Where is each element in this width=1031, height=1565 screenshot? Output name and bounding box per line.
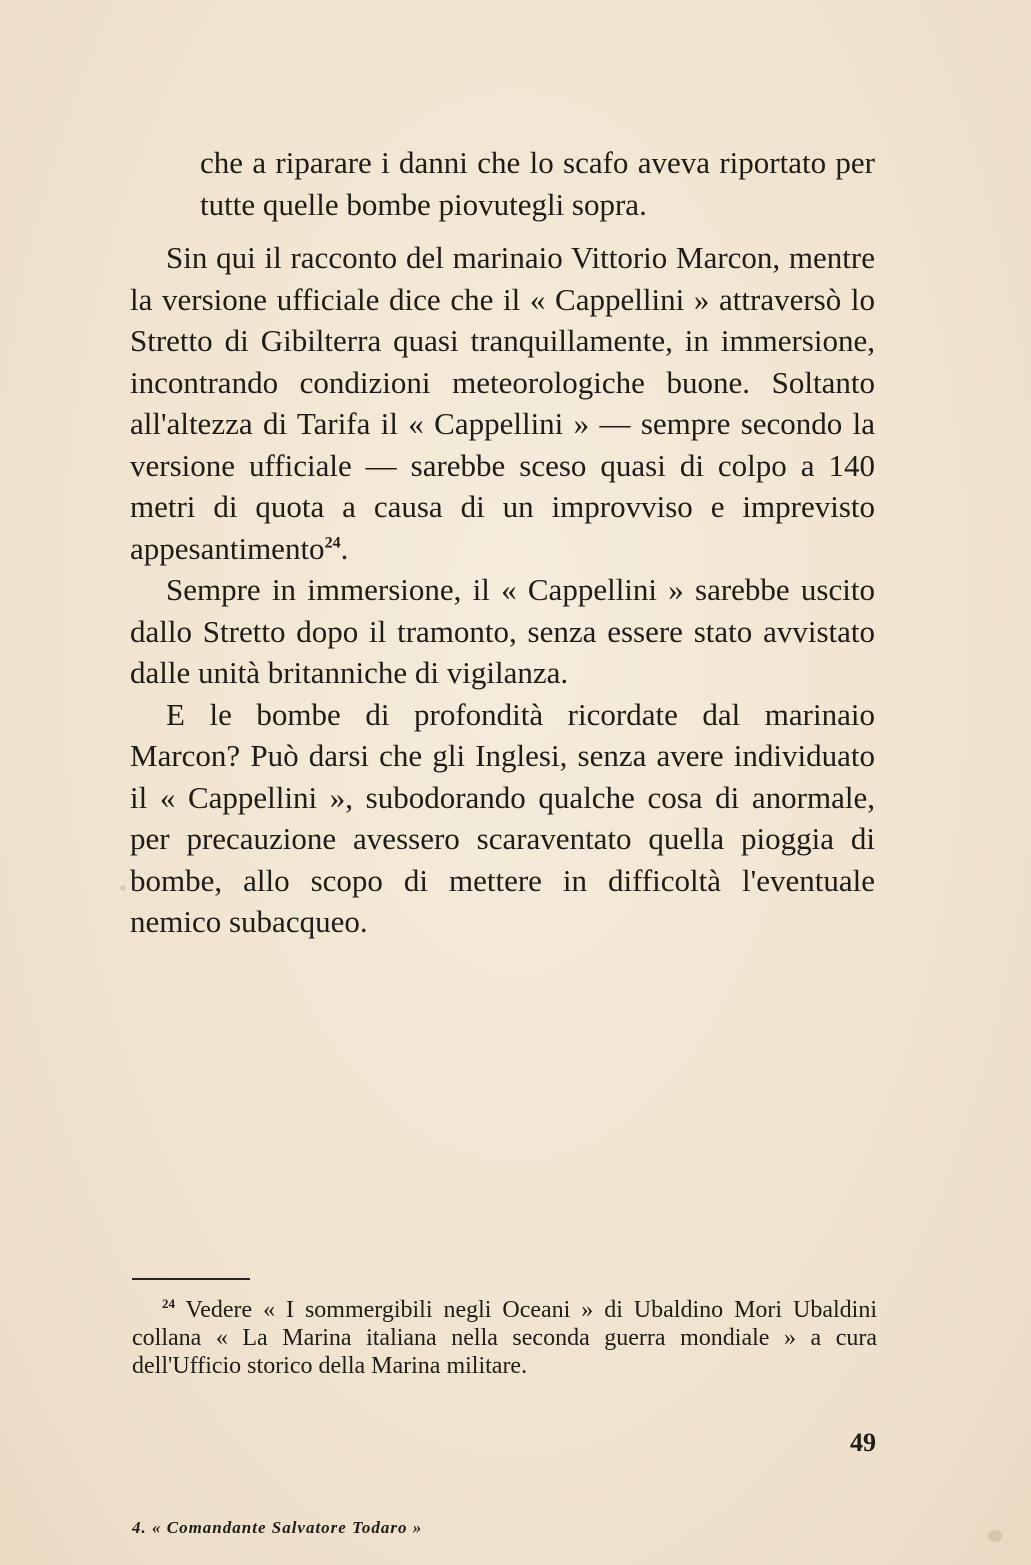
footnote-reference[interactable]: 24 [324,534,341,552]
paragraph: Sempre in immersione, il « Cappellini » sarebbe uscito dallo Stretto dopo il tramonto, senza essere stato avvistato dalle unità britanniche di vigilanza. [130,572,875,690]
paragraph-tail: . [340,530,349,566]
signature-line: 4. « Comandante Salvatore Todaro » [132,1518,423,1537]
paragraph-continuation: che a riparare i danni che lo scafo aveva riportato per tutte quelle bombe piovutegli sopra. [200,145,875,222]
paper-stain [120,885,126,891]
paper-stain [988,1530,1002,1542]
footnote [132,1296,877,1380]
paragraph [130,237,875,569]
paragraph: E le bombe di profondità ricordate dal marinaio Marcon? Può darsi che gli Inglesi, senza avere individuato il « Cappellini », subodorando qualche cosa di anormale, per precauzione avessero scaraventato quella pioggia di bombe, allo scopo di mettere in difficoltà l'eventuale nemico subacqueo. [130,696,875,939]
paragraph-text: Sin qui il racconto del marinaio Vittorio Marcon, mentre la versione ufficiale dice che il « Cappellini » attraversò lo Stretto di Gibilterra quasi tranquillamente, in immersione, incontrando condizioni meteorologiche buone. Soltanto all'altezza di Tarifa il « Cappellini » — sempre secondo la versione ufficiale — sarebbe sceso quasi di colpo a 140 metri di quota a causa di un improvviso e imprevisto appesantimento [130,240,875,566]
page-number: 49 [850,1428,876,1457]
footnote-mark: 24 [162,1296,175,1311]
footnote-body: Vedere « I sommergibili negli Oceani » di Ubaldino Mori Ubaldini collana « La Marina italiana nella seconda guerra mondiale » a cura dell'Ufficio storico della Marina militare. [132,1297,877,1379]
footnote-text [132,1296,877,1380]
body-text [130,142,875,943]
footnote-divider [132,1278,250,1280]
